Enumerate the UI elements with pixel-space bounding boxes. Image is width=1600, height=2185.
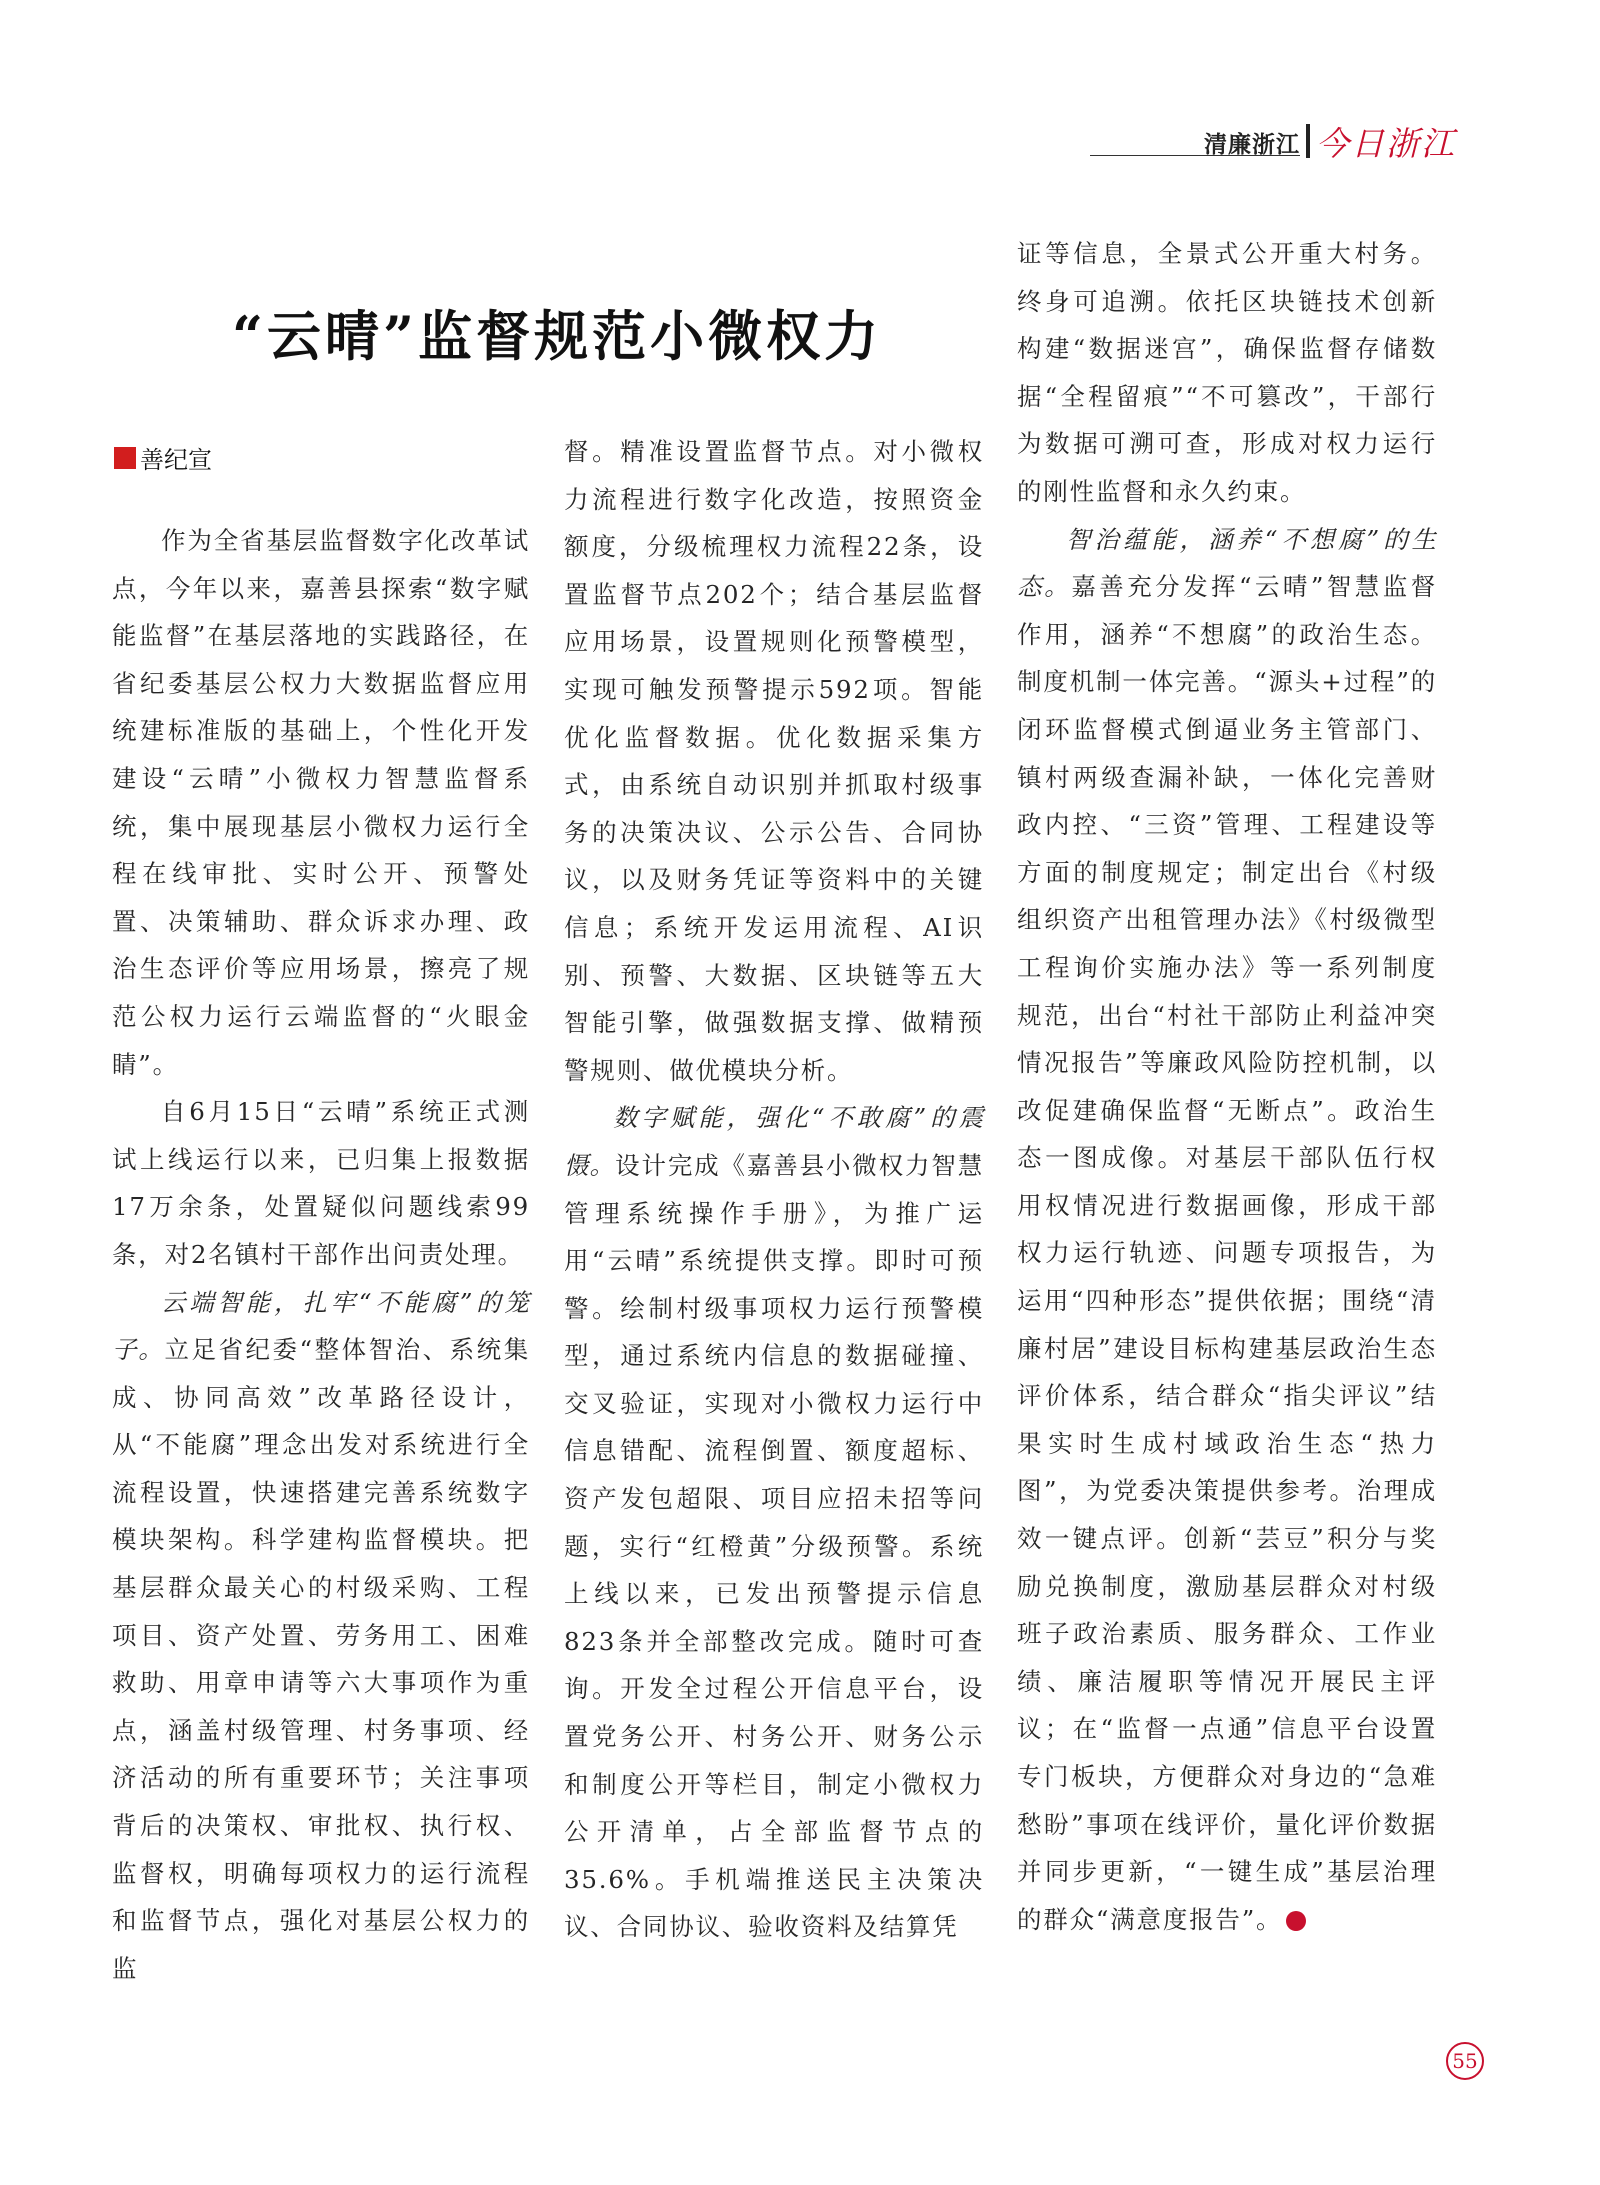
column-3 <box>1017 230 1437 1943</box>
paragraph: 自6月15日“云晴”系统正式测试上线运行以来，已归集上报数据17万余条，处置疑似问题线索99条，对2名镇村干部作出问责处理。 <box>112 1097 530 1269</box>
section-label: 清廉浙江 <box>1204 132 1300 158</box>
paragraph-body: 立足省纪委“整体智治、系统集成、协同高效”改革路径设计，从“不能腐”理念出发对系统进行全流程设置，快速搭建完善系统数字模块架构。科学建构监督模块。把基层群众最关心的村级采购、工程项目、资产处置、劳务用工、困难救助、用章申请等六大事项作为重点，涵盖村级管理、村务事项、经济活动的所有重要环节；关注事项背后的决策权、审批权、执行权、监督权，明确每项权力的运行流程和监督节点，强化对基层公权力的监 <box>112 1335 530 1983</box>
page-number: 55 <box>1446 2042 1484 2080</box>
subheading: 云端智能，扎牢“不能腐”的笼子。 <box>112 1287 530 1365</box>
author-name: 善纪宣 <box>140 446 212 474</box>
article-title: “云晴”监督规范小微权力 <box>232 304 883 368</box>
subheading: 数字赋能，强化“不敢腐”的震慑。 <box>564 1103 984 1180</box>
paragraph-body: 嘉善充分发挥“云晴”智慧监督作用，涵养“不想腐”的政治生态。制度机制一体完善。“源头+过程”的闭环监督模式倒逼业务主管部门、镇村两级查漏补缺，一体化完善财政内控、“三资”管理、工程建设等方面的制度规定；制定出台《村级组织资产出租管理办法》《村级微型工程询价实施办法》等一系列制度规范，出台“村社干部防止利益冲突情况报告”等廉政风险防控机制，以改促建确保监督“无断点”。政治生态一图成像。对基层干部队伍行权用权情况进行数据画像，形成干部权力运行轨迹、问题专项报告，为运用“四种形态”提供依据；围绕“清廉村居”建设目标构建基层政治生态评价体系，结合群众“指尖评议”结果实时生成村域政治生态“热力图”，为党委决策提供参考。治理成效一键点评。创新“芸豆”积分与奖励兑换制度，激励基层群众对村级班子政治素质、服务群众、工作业绩、廉洁履职等情况开展民主评议；在“监督一点通”信息平台设置专门板块，方便群众对身边的“急难愁盼”事项在线评价，量化评价数据并同步更新，“一键生成”基层治理的群众“满意度报告”。 <box>1017 572 1438 1934</box>
paragraph: 督。精准设置监督节点。对小微权力流程进行数字化改造，按照资金额度，分级梳理权力流程22条，设置监督节点202个；结合基层监督应用场景，设置规则化预警模型，实现可触发预警提示592项。智能优化监督数据。优化数据采集方式，由系统自动识别并抓取村级事务的决策决议、公示公告、合同协议，以及财务凭证等资料中的关键信息；系统开发运用流程、AI识别、预警、大数据、区块链等五大智能引擎，做强数据支撑、做精预警规则、做优模块分析。 <box>564 437 984 1085</box>
paragraph <box>1017 516 1437 1944</box>
end-mark-icon <box>1286 1911 1306 1931</box>
paragraph-body: 设计完成《嘉善县小微权力智慧管理系统操作手册》，为推广运用“云晴”系统提供支撑。即时可预警。绘制村级事项权力运行预警模型，通过系统内信息的数据碰撞、交叉验证，实现对小微权力运行中信息错配、流程倒置、额度超标、资产发包超限、项目应招未招等问题，实行“红橙黄”分级预警。系统上线以来，已发出预警提示信息823条并全部整改完成。随时可查询。开发全过程公开信息平台，设置党务公开、村务公开、财务公示和制度公开等栏目，制定小微权力公开清单，占全部监督节点的35.6%。手机端推送民主决策决议、合同协议、验收资料及结算凭 <box>564 1150 984 1942</box>
magazine-brand-logo: 今日浙江 <box>1316 124 1456 163</box>
subheading: 智治蕴能，涵养“不想腐”的生态。 <box>1017 524 1437 602</box>
byline <box>114 440 212 474</box>
byline-marker-icon <box>114 447 136 469</box>
header-separator <box>1306 124 1310 158</box>
paragraph: 证等信息，全景式公开重大村务。终身可追溯。依托区块链技术创新构建“数据迷宫”，确保监督存储数据“全程留痕”“不可篡改”，干部行为数据可溯可查，形成对权力运行的刚性监督和永久约束。 <box>1017 239 1437 506</box>
column-1 <box>112 517 530 1992</box>
paragraph <box>564 1094 984 1951</box>
column-2 <box>564 428 984 1951</box>
paragraph <box>112 1279 530 1993</box>
paragraph: 作为全省基层监督数字化改革试点，今年以来，嘉善县探索“数字赋能监督”在基层落地的实践路径，在省纪委基层公权力大数据监督应用统建标准版的基础上，个性化开发建设“云晴”小微权力智慧监督系统，集中展现基层小微权力运行全程在线审批、实时公开、预警处置、决策辅助、群众诉求办理、政治生态评价等应用场景，擦亮了规范公权力运行云端监督的“火眼金睛”。 <box>112 526 530 1079</box>
